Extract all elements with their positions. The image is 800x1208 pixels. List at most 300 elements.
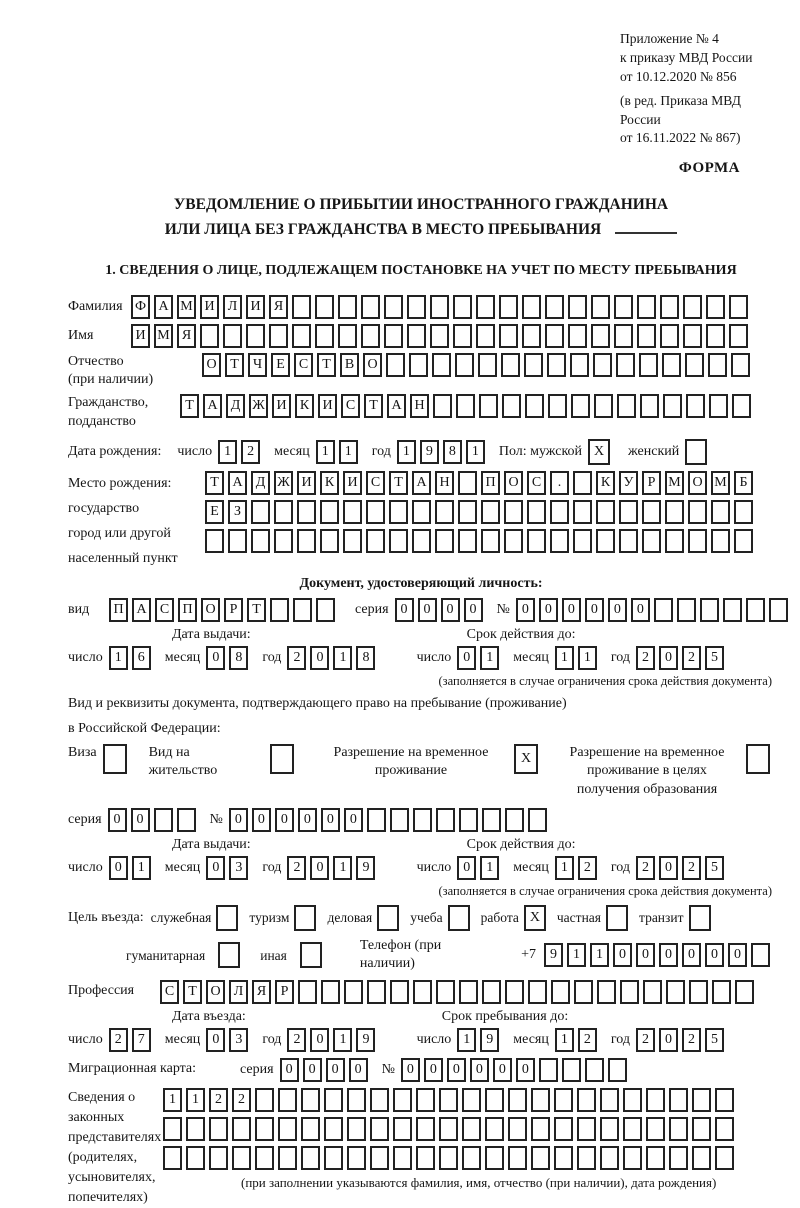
char-cell[interactable] bbox=[715, 1117, 734, 1141]
char-cell[interactable]: 0 bbox=[280, 1058, 299, 1082]
char-cell[interactable] bbox=[177, 808, 196, 832]
char-cell[interactable]: 1 bbox=[555, 1028, 574, 1052]
char-cell[interactable]: Т bbox=[317, 353, 336, 377]
char-cell[interactable] bbox=[662, 353, 681, 377]
char-cell[interactable] bbox=[689, 905, 711, 931]
char-cell[interactable]: К bbox=[320, 471, 339, 495]
char-cell[interactable]: 0 bbox=[321, 808, 340, 832]
char-cell[interactable] bbox=[550, 500, 569, 524]
char-cell[interactable] bbox=[554, 1146, 573, 1170]
char-cell[interactable]: О bbox=[201, 598, 220, 622]
char-cell[interactable] bbox=[384, 324, 403, 348]
char-cell[interactable]: 0 bbox=[424, 1058, 443, 1082]
char-cell[interactable] bbox=[163, 1117, 182, 1141]
char-cell[interactable] bbox=[416, 1146, 435, 1170]
char-cell[interactable]: 1 bbox=[186, 1088, 205, 1112]
char-cell[interactable]: 0 bbox=[349, 1058, 368, 1082]
char-cell[interactable] bbox=[522, 295, 541, 319]
char-cell[interactable]: 5 bbox=[705, 1028, 724, 1052]
char-cell[interactable] bbox=[390, 808, 409, 832]
char-cell[interactable]: М bbox=[711, 471, 730, 495]
char-cell[interactable]: 0 bbox=[636, 943, 655, 967]
char-cell[interactable]: 2 bbox=[636, 646, 655, 670]
char-cell[interactable]: Я bbox=[177, 324, 196, 348]
char-cell[interactable] bbox=[550, 529, 569, 553]
char-cell[interactable] bbox=[439, 1146, 458, 1170]
char-cell[interactable]: Д bbox=[251, 471, 270, 495]
char-cell[interactable]: К bbox=[295, 394, 314, 418]
char-cell[interactable]: . bbox=[550, 471, 569, 495]
char-cell[interactable] bbox=[577, 1117, 596, 1141]
char-cell[interactable]: 0 bbox=[608, 598, 627, 622]
char-cell[interactable] bbox=[623, 1088, 642, 1112]
char-cell[interactable] bbox=[482, 808, 501, 832]
char-cell[interactable] bbox=[614, 295, 633, 319]
char-cell[interactable] bbox=[708, 353, 727, 377]
char-cell[interactable]: Н bbox=[435, 471, 454, 495]
char-cell[interactable]: Ф bbox=[131, 295, 150, 319]
char-cell[interactable]: Т bbox=[183, 980, 202, 1004]
char-cell[interactable]: 9 bbox=[356, 856, 375, 880]
char-cell[interactable] bbox=[665, 529, 684, 553]
char-cell[interactable] bbox=[270, 744, 294, 774]
char-cell[interactable] bbox=[731, 353, 750, 377]
char-cell[interactable] bbox=[646, 1146, 665, 1170]
char-cell[interactable]: 5 bbox=[705, 856, 724, 880]
char-cell[interactable] bbox=[573, 471, 592, 495]
char-cell[interactable] bbox=[409, 353, 428, 377]
char-cell[interactable]: 1 bbox=[555, 646, 574, 670]
char-cell[interactable]: 2 bbox=[578, 856, 597, 880]
char-cell[interactable] bbox=[324, 1117, 343, 1141]
char-cell[interactable] bbox=[186, 1146, 205, 1170]
char-cell[interactable] bbox=[270, 598, 289, 622]
char-cell[interactable] bbox=[734, 500, 753, 524]
char-cell[interactable] bbox=[459, 808, 478, 832]
char-cell[interactable]: С bbox=[160, 980, 179, 1004]
char-cell[interactable] bbox=[623, 1146, 642, 1170]
char-cell[interactable] bbox=[600, 1088, 619, 1112]
char-cell[interactable] bbox=[692, 1088, 711, 1112]
char-cell[interactable]: У bbox=[619, 471, 638, 495]
char-cell[interactable]: 2 bbox=[682, 856, 701, 880]
char-cell[interactable] bbox=[669, 1088, 688, 1112]
char-cell[interactable] bbox=[390, 980, 409, 1004]
char-cell[interactable]: 0 bbox=[298, 808, 317, 832]
char-cell[interactable] bbox=[255, 1117, 274, 1141]
char-cell[interactable] bbox=[300, 942, 322, 968]
char-cell[interactable] bbox=[278, 1088, 297, 1112]
char-cell[interactable]: И bbox=[297, 471, 316, 495]
char-cell[interactable]: 0 bbox=[109, 856, 128, 880]
char-cell[interactable]: 3 bbox=[229, 1028, 248, 1052]
char-cell[interactable] bbox=[485, 1117, 504, 1141]
char-cell[interactable] bbox=[297, 529, 316, 553]
char-cell[interactable] bbox=[301, 1117, 320, 1141]
char-cell[interactable] bbox=[499, 324, 518, 348]
char-cell[interactable] bbox=[688, 500, 707, 524]
char-cell[interactable] bbox=[654, 598, 673, 622]
char-cell[interactable] bbox=[614, 324, 633, 348]
char-cell[interactable] bbox=[209, 1146, 228, 1170]
char-cell[interactable] bbox=[706, 295, 725, 319]
char-cell[interactable]: 2 bbox=[636, 856, 655, 880]
char-cell[interactable] bbox=[200, 324, 219, 348]
char-cell[interactable] bbox=[458, 529, 477, 553]
char-cell[interactable] bbox=[545, 324, 564, 348]
char-cell[interactable] bbox=[637, 295, 656, 319]
char-cell[interactable] bbox=[508, 1117, 527, 1141]
char-cell[interactable]: 0 bbox=[326, 1058, 345, 1082]
char-cell[interactable] bbox=[481, 529, 500, 553]
char-cell[interactable] bbox=[715, 1146, 734, 1170]
char-cell[interactable] bbox=[448, 905, 470, 931]
char-cell[interactable]: 0 bbox=[613, 943, 632, 967]
char-cell[interactable] bbox=[251, 529, 270, 553]
char-cell[interactable]: С bbox=[155, 598, 174, 622]
char-cell[interactable] bbox=[683, 295, 702, 319]
char-cell[interactable] bbox=[734, 529, 753, 553]
char-cell[interactable] bbox=[347, 1088, 366, 1112]
char-cell[interactable] bbox=[412, 529, 431, 553]
char-cell[interactable] bbox=[269, 324, 288, 348]
char-cell[interactable]: 0 bbox=[310, 646, 329, 670]
char-cell[interactable] bbox=[476, 324, 495, 348]
char-cell[interactable]: 1 bbox=[333, 646, 352, 670]
char-cell[interactable] bbox=[433, 394, 452, 418]
char-cell[interactable]: 2 bbox=[241, 440, 260, 464]
char-cell[interactable] bbox=[620, 980, 639, 1004]
char-cell[interactable] bbox=[501, 353, 520, 377]
char-cell[interactable] bbox=[432, 353, 451, 377]
char-cell[interactable]: О bbox=[688, 471, 707, 495]
char-cell[interactable]: 0 bbox=[206, 646, 225, 670]
char-cell[interactable] bbox=[554, 1088, 573, 1112]
char-cell[interactable] bbox=[324, 1146, 343, 1170]
char-cell[interactable]: Т bbox=[180, 394, 199, 418]
char-cell[interactable]: 0 bbox=[310, 856, 329, 880]
char-cell[interactable] bbox=[205, 529, 224, 553]
char-cell[interactable]: 1 bbox=[555, 856, 574, 880]
char-cell[interactable]: 7 bbox=[132, 1028, 151, 1052]
char-cell[interactable] bbox=[366, 500, 385, 524]
char-cell[interactable]: 1 bbox=[466, 440, 485, 464]
char-cell[interactable] bbox=[347, 1146, 366, 1170]
char-cell[interactable] bbox=[367, 808, 386, 832]
char-cell[interactable] bbox=[435, 529, 454, 553]
char-cell[interactable] bbox=[384, 295, 403, 319]
char-cell[interactable] bbox=[577, 1146, 596, 1170]
char-cell[interactable]: 0 bbox=[659, 856, 678, 880]
char-cell[interactable] bbox=[321, 980, 340, 1004]
char-cell[interactable] bbox=[407, 295, 426, 319]
char-cell[interactable] bbox=[462, 1088, 481, 1112]
char-cell[interactable]: 0 bbox=[493, 1058, 512, 1082]
char-cell[interactable] bbox=[481, 500, 500, 524]
char-cell[interactable] bbox=[218, 942, 240, 968]
char-cell[interactable]: Ч bbox=[248, 353, 267, 377]
char-cell[interactable] bbox=[476, 295, 495, 319]
char-cell[interactable] bbox=[525, 394, 544, 418]
char-cell[interactable]: 0 bbox=[631, 598, 650, 622]
char-cell[interactable] bbox=[430, 295, 449, 319]
char-cell[interactable]: 2 bbox=[682, 646, 701, 670]
char-cell[interactable] bbox=[416, 1117, 435, 1141]
char-cell[interactable] bbox=[255, 1146, 274, 1170]
char-cell[interactable] bbox=[343, 500, 362, 524]
char-cell[interactable]: Т bbox=[364, 394, 383, 418]
char-cell[interactable] bbox=[316, 598, 335, 622]
char-cell[interactable] bbox=[692, 1117, 711, 1141]
char-cell[interactable] bbox=[729, 295, 748, 319]
char-cell[interactable] bbox=[617, 394, 636, 418]
char-cell[interactable]: Р bbox=[224, 598, 243, 622]
char-cell[interactable] bbox=[568, 295, 587, 319]
char-cell[interactable] bbox=[522, 324, 541, 348]
char-cell[interactable] bbox=[389, 500, 408, 524]
char-cell[interactable]: 0 bbox=[344, 808, 363, 832]
char-cell[interactable] bbox=[637, 324, 656, 348]
char-cell[interactable] bbox=[585, 1058, 604, 1082]
char-cell[interactable] bbox=[278, 1146, 297, 1170]
char-cell[interactable]: 0 bbox=[516, 598, 535, 622]
char-cell[interactable] bbox=[278, 1117, 297, 1141]
char-cell[interactable] bbox=[686, 394, 705, 418]
char-cell[interactable] bbox=[367, 980, 386, 1004]
char-cell[interactable]: 0 bbox=[310, 1028, 329, 1052]
char-cell[interactable] bbox=[458, 500, 477, 524]
char-cell[interactable] bbox=[600, 1146, 619, 1170]
char-cell[interactable] bbox=[320, 500, 339, 524]
char-cell[interactable] bbox=[669, 1146, 688, 1170]
char-cell[interactable] bbox=[459, 980, 478, 1004]
char-cell[interactable] bbox=[597, 980, 616, 1004]
char-cell[interactable]: 0 bbox=[585, 598, 604, 622]
char-cell[interactable]: 0 bbox=[516, 1058, 535, 1082]
char-cell[interactable]: 1 bbox=[316, 440, 335, 464]
char-cell[interactable] bbox=[370, 1088, 389, 1112]
char-cell[interactable] bbox=[669, 1117, 688, 1141]
char-cell[interactable]: 0 bbox=[441, 598, 460, 622]
char-cell[interactable]: 1 bbox=[567, 943, 586, 967]
char-cell[interactable] bbox=[347, 1117, 366, 1141]
char-cell[interactable] bbox=[430, 324, 449, 348]
char-cell[interactable]: 2 bbox=[209, 1088, 228, 1112]
char-cell[interactable] bbox=[412, 500, 431, 524]
char-cell[interactable]: П bbox=[109, 598, 128, 622]
char-cell[interactable] bbox=[103, 744, 127, 774]
char-cell[interactable] bbox=[685, 439, 707, 465]
char-cell[interactable] bbox=[485, 1146, 504, 1170]
char-cell[interactable] bbox=[646, 1117, 665, 1141]
char-cell[interactable] bbox=[297, 500, 316, 524]
char-cell[interactable] bbox=[393, 1117, 412, 1141]
char-cell[interactable]: А bbox=[154, 295, 173, 319]
char-cell[interactable] bbox=[666, 980, 685, 1004]
char-cell[interactable] bbox=[386, 353, 405, 377]
char-cell[interactable] bbox=[574, 980, 593, 1004]
char-cell[interactable]: 9 bbox=[480, 1028, 499, 1052]
char-cell[interactable] bbox=[554, 1117, 573, 1141]
char-cell[interactable] bbox=[479, 394, 498, 418]
char-cell[interactable] bbox=[435, 500, 454, 524]
char-cell[interactable] bbox=[338, 295, 357, 319]
char-cell[interactable]: И bbox=[318, 394, 337, 418]
char-cell[interactable] bbox=[688, 529, 707, 553]
char-cell[interactable] bbox=[320, 529, 339, 553]
char-cell[interactable]: 2 bbox=[287, 856, 306, 880]
char-cell[interactable]: 0 bbox=[539, 598, 558, 622]
char-cell[interactable]: 3 bbox=[229, 856, 248, 880]
char-cell[interactable] bbox=[361, 295, 380, 319]
char-cell[interactable] bbox=[639, 353, 658, 377]
char-cell[interactable] bbox=[665, 500, 684, 524]
char-cell[interactable]: 1 bbox=[132, 856, 151, 880]
char-cell[interactable] bbox=[455, 353, 474, 377]
char-cell[interactable]: 0 bbox=[464, 598, 483, 622]
char-cell[interactable]: Л bbox=[229, 980, 248, 1004]
char-cell[interactable]: Л bbox=[223, 295, 242, 319]
char-cell[interactable]: 1 bbox=[457, 1028, 476, 1052]
char-cell[interactable]: Н bbox=[410, 394, 429, 418]
char-cell[interactable]: 0 bbox=[728, 943, 747, 967]
char-cell[interactable] bbox=[606, 905, 628, 931]
char-cell[interactable]: А bbox=[228, 471, 247, 495]
char-cell[interactable] bbox=[274, 500, 293, 524]
char-cell[interactable] bbox=[453, 324, 472, 348]
char-cell[interactable]: X bbox=[524, 905, 546, 931]
char-cell[interactable]: И bbox=[131, 324, 150, 348]
char-cell[interactable] bbox=[436, 808, 455, 832]
char-cell[interactable] bbox=[186, 1117, 205, 1141]
char-cell[interactable]: 5 bbox=[705, 646, 724, 670]
char-cell[interactable] bbox=[596, 500, 615, 524]
char-cell[interactable]: 0 bbox=[206, 1028, 225, 1052]
char-cell[interactable] bbox=[660, 324, 679, 348]
char-cell[interactable] bbox=[711, 500, 730, 524]
char-cell[interactable] bbox=[458, 471, 477, 495]
char-cell[interactable] bbox=[551, 980, 570, 1004]
char-cell[interactable]: Я bbox=[252, 980, 271, 1004]
char-cell[interactable]: 2 bbox=[636, 1028, 655, 1052]
char-cell[interactable] bbox=[545, 295, 564, 319]
char-cell[interactable]: 1 bbox=[333, 1028, 352, 1052]
char-cell[interactable]: В bbox=[340, 353, 359, 377]
char-cell[interactable]: 0 bbox=[682, 943, 701, 967]
char-cell[interactable] bbox=[478, 353, 497, 377]
char-cell[interactable] bbox=[482, 980, 501, 1004]
char-cell[interactable] bbox=[436, 980, 455, 1004]
char-cell[interactable] bbox=[562, 1058, 581, 1082]
char-cell[interactable]: 1 bbox=[397, 440, 416, 464]
char-cell[interactable] bbox=[746, 598, 765, 622]
char-cell[interactable] bbox=[505, 808, 524, 832]
char-cell[interactable]: А bbox=[132, 598, 151, 622]
char-cell[interactable]: 2 bbox=[232, 1088, 251, 1112]
char-cell[interactable]: 0 bbox=[275, 808, 294, 832]
char-cell[interactable]: 8 bbox=[356, 646, 375, 670]
char-cell[interactable] bbox=[504, 500, 523, 524]
char-cell[interactable]: С bbox=[366, 471, 385, 495]
char-cell[interactable]: 0 bbox=[457, 646, 476, 670]
char-cell[interactable]: 6 bbox=[132, 646, 151, 670]
char-cell[interactable] bbox=[413, 808, 432, 832]
char-cell[interactable]: 1 bbox=[590, 943, 609, 967]
char-cell[interactable] bbox=[573, 529, 592, 553]
char-cell[interactable] bbox=[228, 529, 247, 553]
char-cell[interactable] bbox=[596, 529, 615, 553]
char-cell[interactable] bbox=[527, 529, 546, 553]
char-cell[interactable] bbox=[462, 1117, 481, 1141]
char-cell[interactable] bbox=[209, 1117, 228, 1141]
char-cell[interactable] bbox=[246, 324, 265, 348]
char-cell[interactable] bbox=[593, 353, 612, 377]
char-cell[interactable]: 2 bbox=[578, 1028, 597, 1052]
char-cell[interactable]: 2 bbox=[109, 1028, 128, 1052]
char-cell[interactable]: 0 bbox=[131, 808, 150, 832]
char-cell[interactable]: И bbox=[200, 295, 219, 319]
char-cell[interactable]: О bbox=[363, 353, 382, 377]
char-cell[interactable]: X bbox=[514, 744, 538, 774]
char-cell[interactable]: С bbox=[294, 353, 313, 377]
char-cell[interactable]: 1 bbox=[163, 1088, 182, 1112]
char-cell[interactable]: Т bbox=[247, 598, 266, 622]
char-cell[interactable] bbox=[640, 394, 659, 418]
char-cell[interactable] bbox=[413, 980, 432, 1004]
char-cell[interactable]: А bbox=[203, 394, 222, 418]
char-cell[interactable] bbox=[539, 1058, 558, 1082]
char-cell[interactable] bbox=[499, 295, 518, 319]
char-cell[interactable] bbox=[548, 394, 567, 418]
char-cell[interactable] bbox=[751, 943, 770, 967]
char-cell[interactable] bbox=[591, 295, 610, 319]
char-cell[interactable] bbox=[294, 905, 316, 931]
char-cell[interactable] bbox=[619, 529, 638, 553]
char-cell[interactable]: И bbox=[272, 394, 291, 418]
char-cell[interactable] bbox=[608, 1058, 627, 1082]
char-cell[interactable] bbox=[274, 529, 293, 553]
char-cell[interactable] bbox=[709, 394, 728, 418]
char-cell[interactable]: 0 bbox=[457, 856, 476, 880]
char-cell[interactable] bbox=[570, 353, 589, 377]
char-cell[interactable] bbox=[361, 324, 380, 348]
char-cell[interactable] bbox=[255, 1088, 274, 1112]
char-cell[interactable] bbox=[712, 980, 731, 1004]
char-cell[interactable]: X bbox=[588, 439, 610, 465]
char-cell[interactable] bbox=[251, 500, 270, 524]
char-cell[interactable]: Ж bbox=[249, 394, 268, 418]
char-cell[interactable] bbox=[769, 598, 788, 622]
char-cell[interactable] bbox=[439, 1088, 458, 1112]
char-cell[interactable] bbox=[293, 598, 312, 622]
char-cell[interactable] bbox=[393, 1088, 412, 1112]
char-cell[interactable] bbox=[301, 1088, 320, 1112]
char-cell[interactable] bbox=[377, 905, 399, 931]
char-cell[interactable]: 1 bbox=[480, 856, 499, 880]
char-cell[interactable]: 1 bbox=[333, 856, 352, 880]
char-cell[interactable]: 9 bbox=[356, 1028, 375, 1052]
char-cell[interactable] bbox=[343, 529, 362, 553]
char-cell[interactable]: О bbox=[202, 353, 221, 377]
char-cell[interactable]: С bbox=[527, 471, 546, 495]
char-cell[interactable] bbox=[677, 598, 696, 622]
char-cell[interactable] bbox=[338, 324, 357, 348]
char-cell[interactable]: З bbox=[228, 500, 247, 524]
char-cell[interactable] bbox=[301, 1146, 320, 1170]
char-cell[interactable] bbox=[616, 353, 635, 377]
char-cell[interactable]: С bbox=[341, 394, 360, 418]
char-cell[interactable] bbox=[663, 394, 682, 418]
